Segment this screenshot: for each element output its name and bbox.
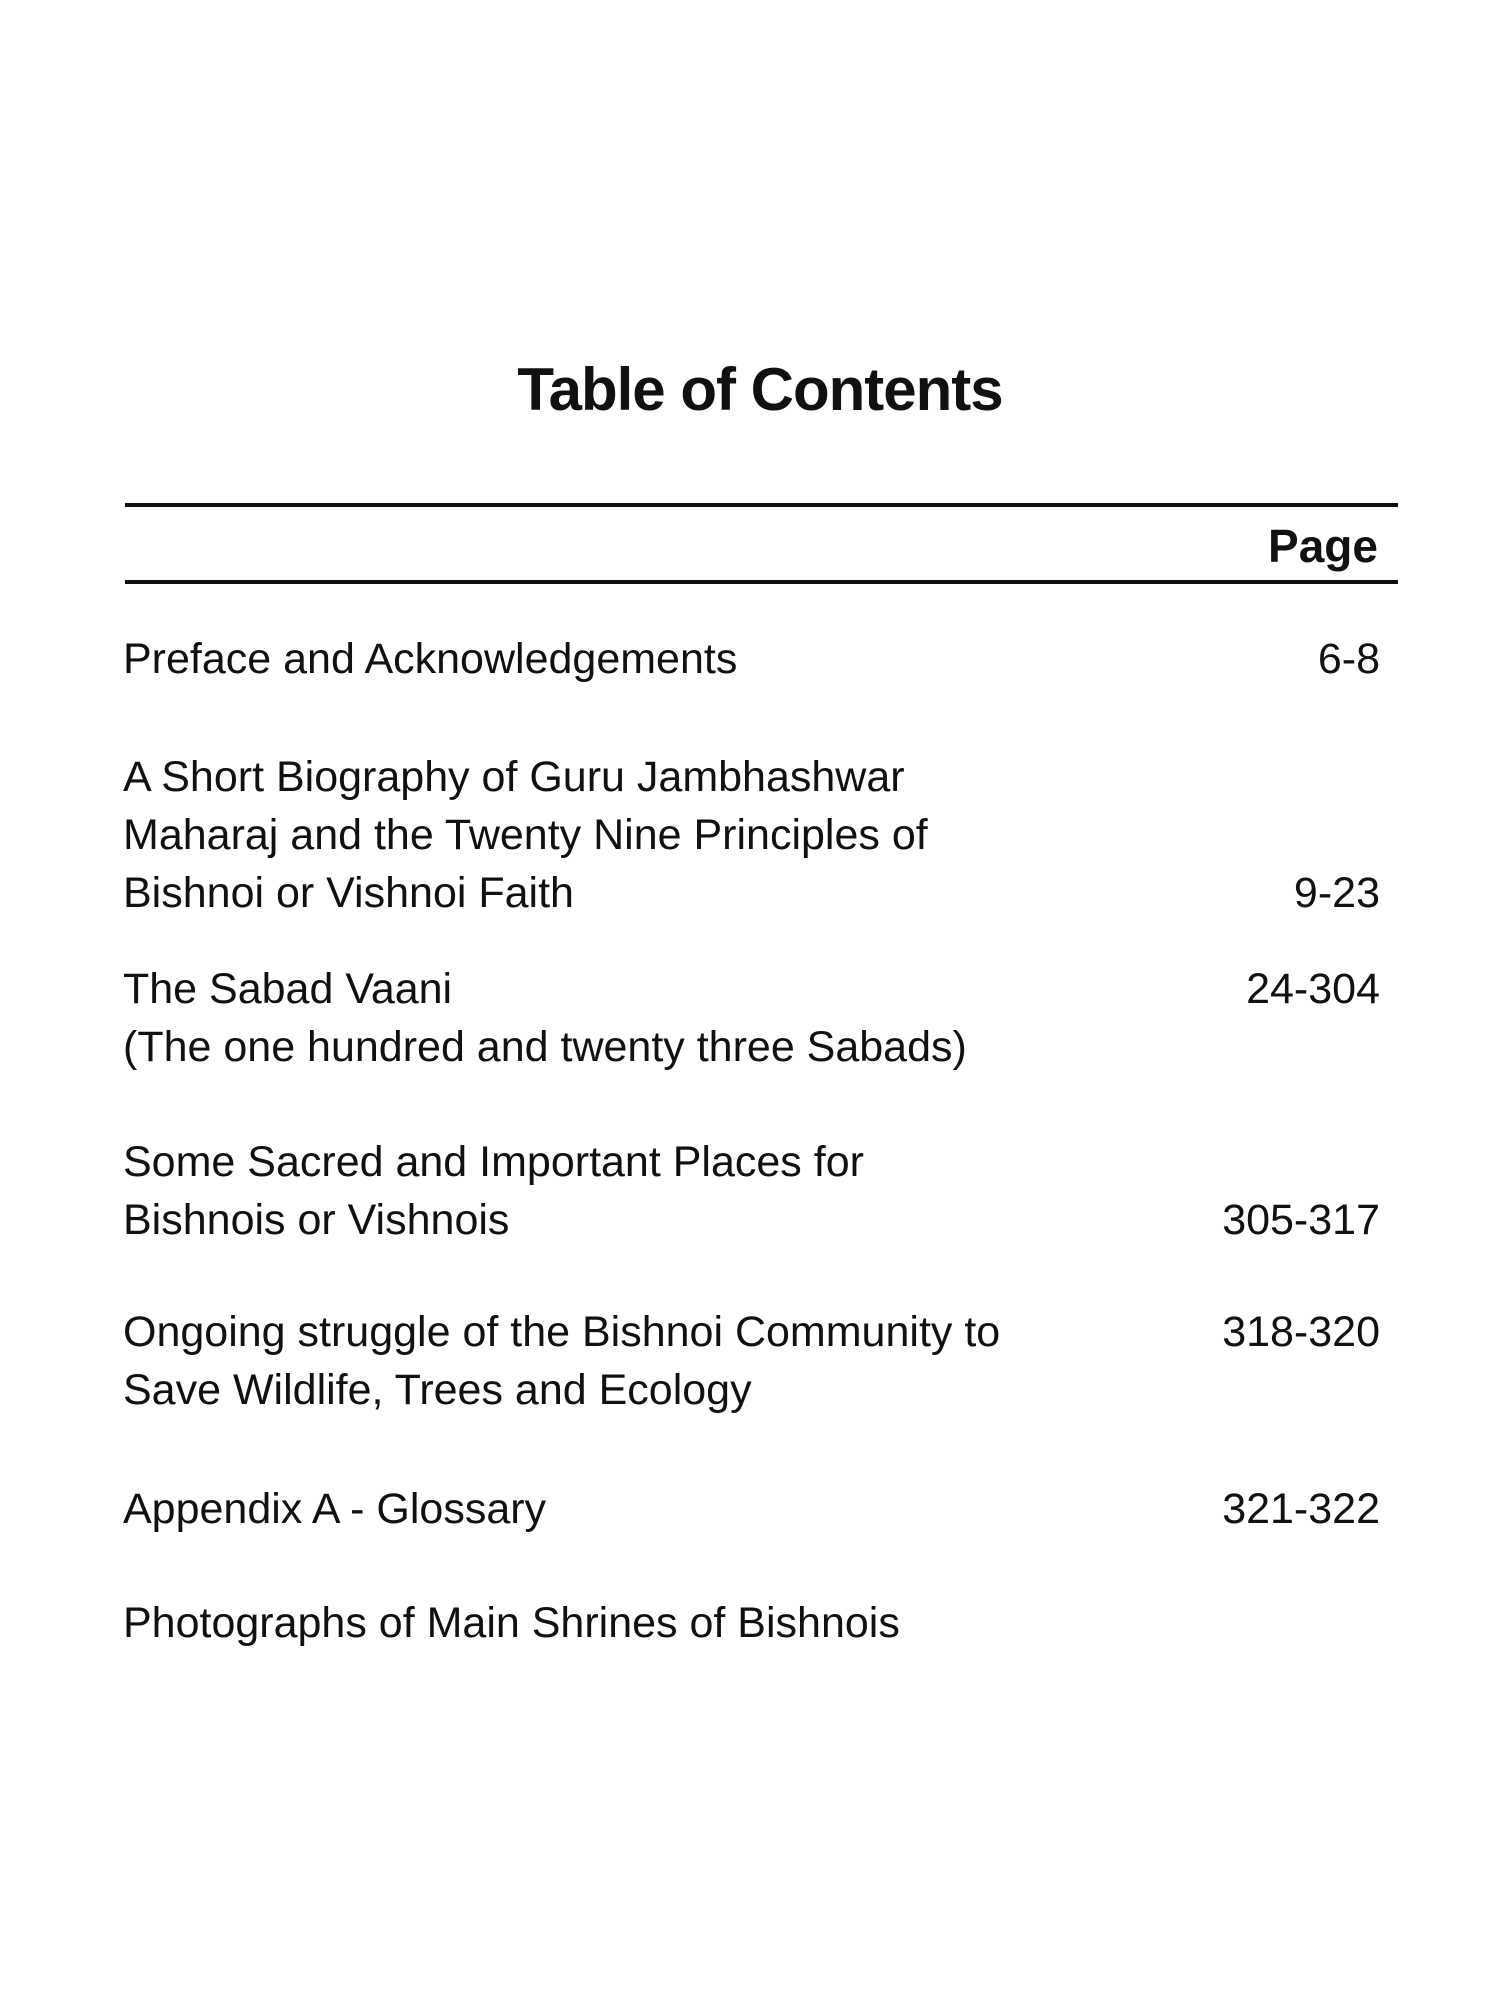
toc-entry-title <box>123 748 1103 922</box>
toc-entry-line: Maharaj and the Twenty Nine Principles of <box>123 811 928 859</box>
toc-entry-line: Bishnoi or Vishnoi Faith <box>123 869 574 917</box>
toc-entry-title <box>123 1133 1103 1249</box>
header-bottom-rule <box>125 580 1398 584</box>
toc-entry-pages: 6-8 <box>1317 635 1380 683</box>
toc-entry-pages: 321-322 <box>1222 1485 1380 1533</box>
toc-entry-line: Photographs of Main Shrines of Bishnois <box>123 1599 900 1647</box>
toc-entry-title <box>123 630 1103 688</box>
toc-entry-title <box>123 1480 1103 1538</box>
toc-entry-line: Some Sacred and Important Places for <box>123 1138 864 1186</box>
toc-entry-line: (The one hundred and twenty three Sabads) <box>123 1023 967 1071</box>
toc-entry-title <box>123 1303 1103 1419</box>
toc-entry-title <box>123 960 1103 1076</box>
toc-entry-line: Ongoing struggle of the Bishnoi Community to <box>123 1308 1001 1356</box>
toc-entry-pages: 318-320 <box>1222 1308 1380 1356</box>
page-title: Table of Contents <box>517 356 1003 423</box>
toc-entry-line: The Sabad Vaani <box>123 965 453 1013</box>
toc-entry-line: Bishnois or Vishnois <box>123 1196 510 1244</box>
toc-entry-pages: 24-304 <box>1246 965 1380 1013</box>
toc-entry-line: A Short Biography of Guru Jambhashwar <box>123 753 905 801</box>
page-column-header: Page <box>1268 520 1378 572</box>
toc-entry-line: Appendix A - Glossary <box>123 1485 547 1533</box>
toc-entry-pages: 305-317 <box>1222 1196 1380 1244</box>
toc-entry-line: Preface and Acknowledgements <box>123 635 738 683</box>
toc-entry-title <box>123 1594 1103 1652</box>
toc-entry-line: Save Wildlife, Trees and Ecology <box>123 1366 752 1414</box>
header-top-rule <box>125 503 1398 507</box>
toc-entry-pages: 9-23 <box>1293 869 1380 917</box>
